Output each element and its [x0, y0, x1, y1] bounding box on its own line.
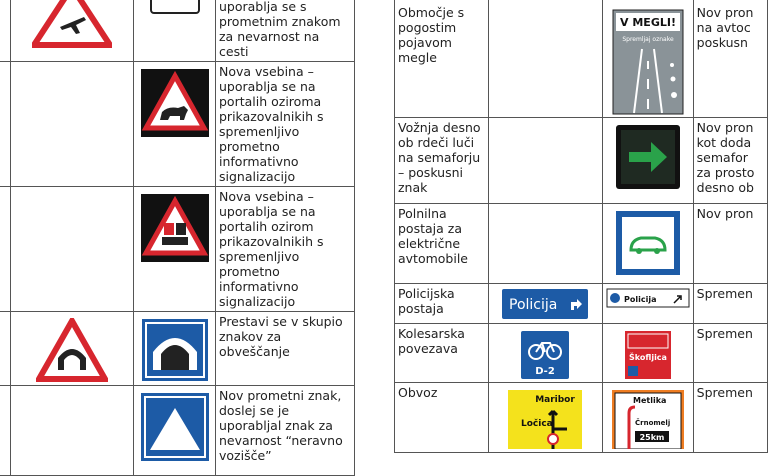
- sign-name: Policijska postaja: [395, 284, 489, 324]
- new-detour-sign-dist: 25km: [639, 433, 665, 442]
- table-row: [0, 0, 355, 62]
- table-row: [395, 284, 768, 324]
- row-description: Nov pron na avtoc poskusn: [693, 0, 767, 118]
- uneven-road-sign-icon: [140, 392, 210, 462]
- new-cycle-sign-text: Škofljica: [628, 353, 667, 362]
- right-signs-table: [394, 0, 768, 453]
- row-description: Spremen: [693, 383, 767, 453]
- wild-animals-bear-sign-icon: [140, 68, 210, 138]
- new-detour-sign-top: Metlika: [632, 396, 667, 405]
- new-detour-sign-mid: Črnomelj: [634, 419, 670, 427]
- row-description: Nova vsebina – uporablja se na portalih oziroma prikazovalnikih s spremenljivo prometno informativno signalizacijo: [216, 62, 355, 187]
- old-tunnel-warning-sign-icon: [36, 318, 108, 382]
- old-cycle-sign-text: D-2: [535, 366, 556, 377]
- table-row: [0, 187, 355, 312]
- old-cycle-route-sign-icon: [520, 330, 570, 380]
- left-signs-table: [0, 0, 355, 476]
- old-detour-sign-icon: [507, 389, 583, 449]
- table-row: [0, 386, 355, 476]
- old-police-station-sign-icon: [501, 288, 589, 320]
- old-police-sign-text: Policija: [509, 297, 558, 313]
- sign-name: Območje s pogostim pojavom megle: [395, 0, 489, 118]
- green-arrow-right-signal-icon: [615, 124, 681, 190]
- new-police-station-sign-icon: [606, 288, 690, 308]
- table-row: [395, 118, 768, 204]
- table-row: [0, 312, 355, 386]
- row-description: Spremen: [693, 284, 767, 324]
- row-description: Prestavi se v skupio znakov za obveščanje: [216, 312, 355, 386]
- ev-charging-station-sign-icon: [615, 210, 681, 276]
- new-cycle-route-sign-icon: [624, 330, 672, 380]
- old-detour-sign-mid: Ločica: [521, 419, 554, 429]
- row-description: Nov pron kot doda semafor za prosto desno ob: [693, 118, 767, 204]
- new-sign-partial-icon: [145, 0, 205, 17]
- row-description: uporablja se s prometnim znakom za nevarnost na cesti: [216, 0, 355, 62]
- old-low-flying-aircraft-sign-icon: [32, 0, 112, 48]
- row-description: Nov prometni znak, doslej se je uporabljal znak za nevarnost “neravno vozišče”: [216, 386, 355, 476]
- table-row: [395, 383, 768, 453]
- sign-name: Vožnja desno ob rdeči luči na semaforju – poskusni znak: [395, 118, 489, 204]
- fog-sign-title: V MEGLI!: [619, 16, 676, 29]
- table-row: [0, 62, 355, 187]
- sign-name: Polnilna postaja za električne avtomobile: [395, 204, 489, 284]
- new-detour-sign-icon: [611, 389, 685, 449]
- sign-name: Kolesarska povezava: [395, 324, 489, 383]
- accident-ahead-sign-icon: [140, 193, 210, 263]
- fog-sign-subtitle: Spremljaj oznake: [622, 36, 674, 43]
- old-detour-sign-top: Maribor: [535, 395, 576, 405]
- table-row: [395, 204, 768, 284]
- row-description: Nov pron: [693, 204, 767, 284]
- fog-area-sign-icon: [612, 9, 684, 115]
- new-police-sign-text: Policija: [623, 295, 657, 304]
- sign-name: Obvoz: [395, 383, 489, 453]
- row-description: Nova vsebina – uporablja se na portalih ozirom prikazovalnikih s spremenljivo prometno informativno signalizacijo: [216, 187, 355, 312]
- new-tunnel-information-sign-icon: [141, 318, 209, 382]
- table-row: [395, 324, 768, 383]
- table-row: [395, 0, 768, 118]
- row-description: Spremen: [693, 324, 767, 383]
